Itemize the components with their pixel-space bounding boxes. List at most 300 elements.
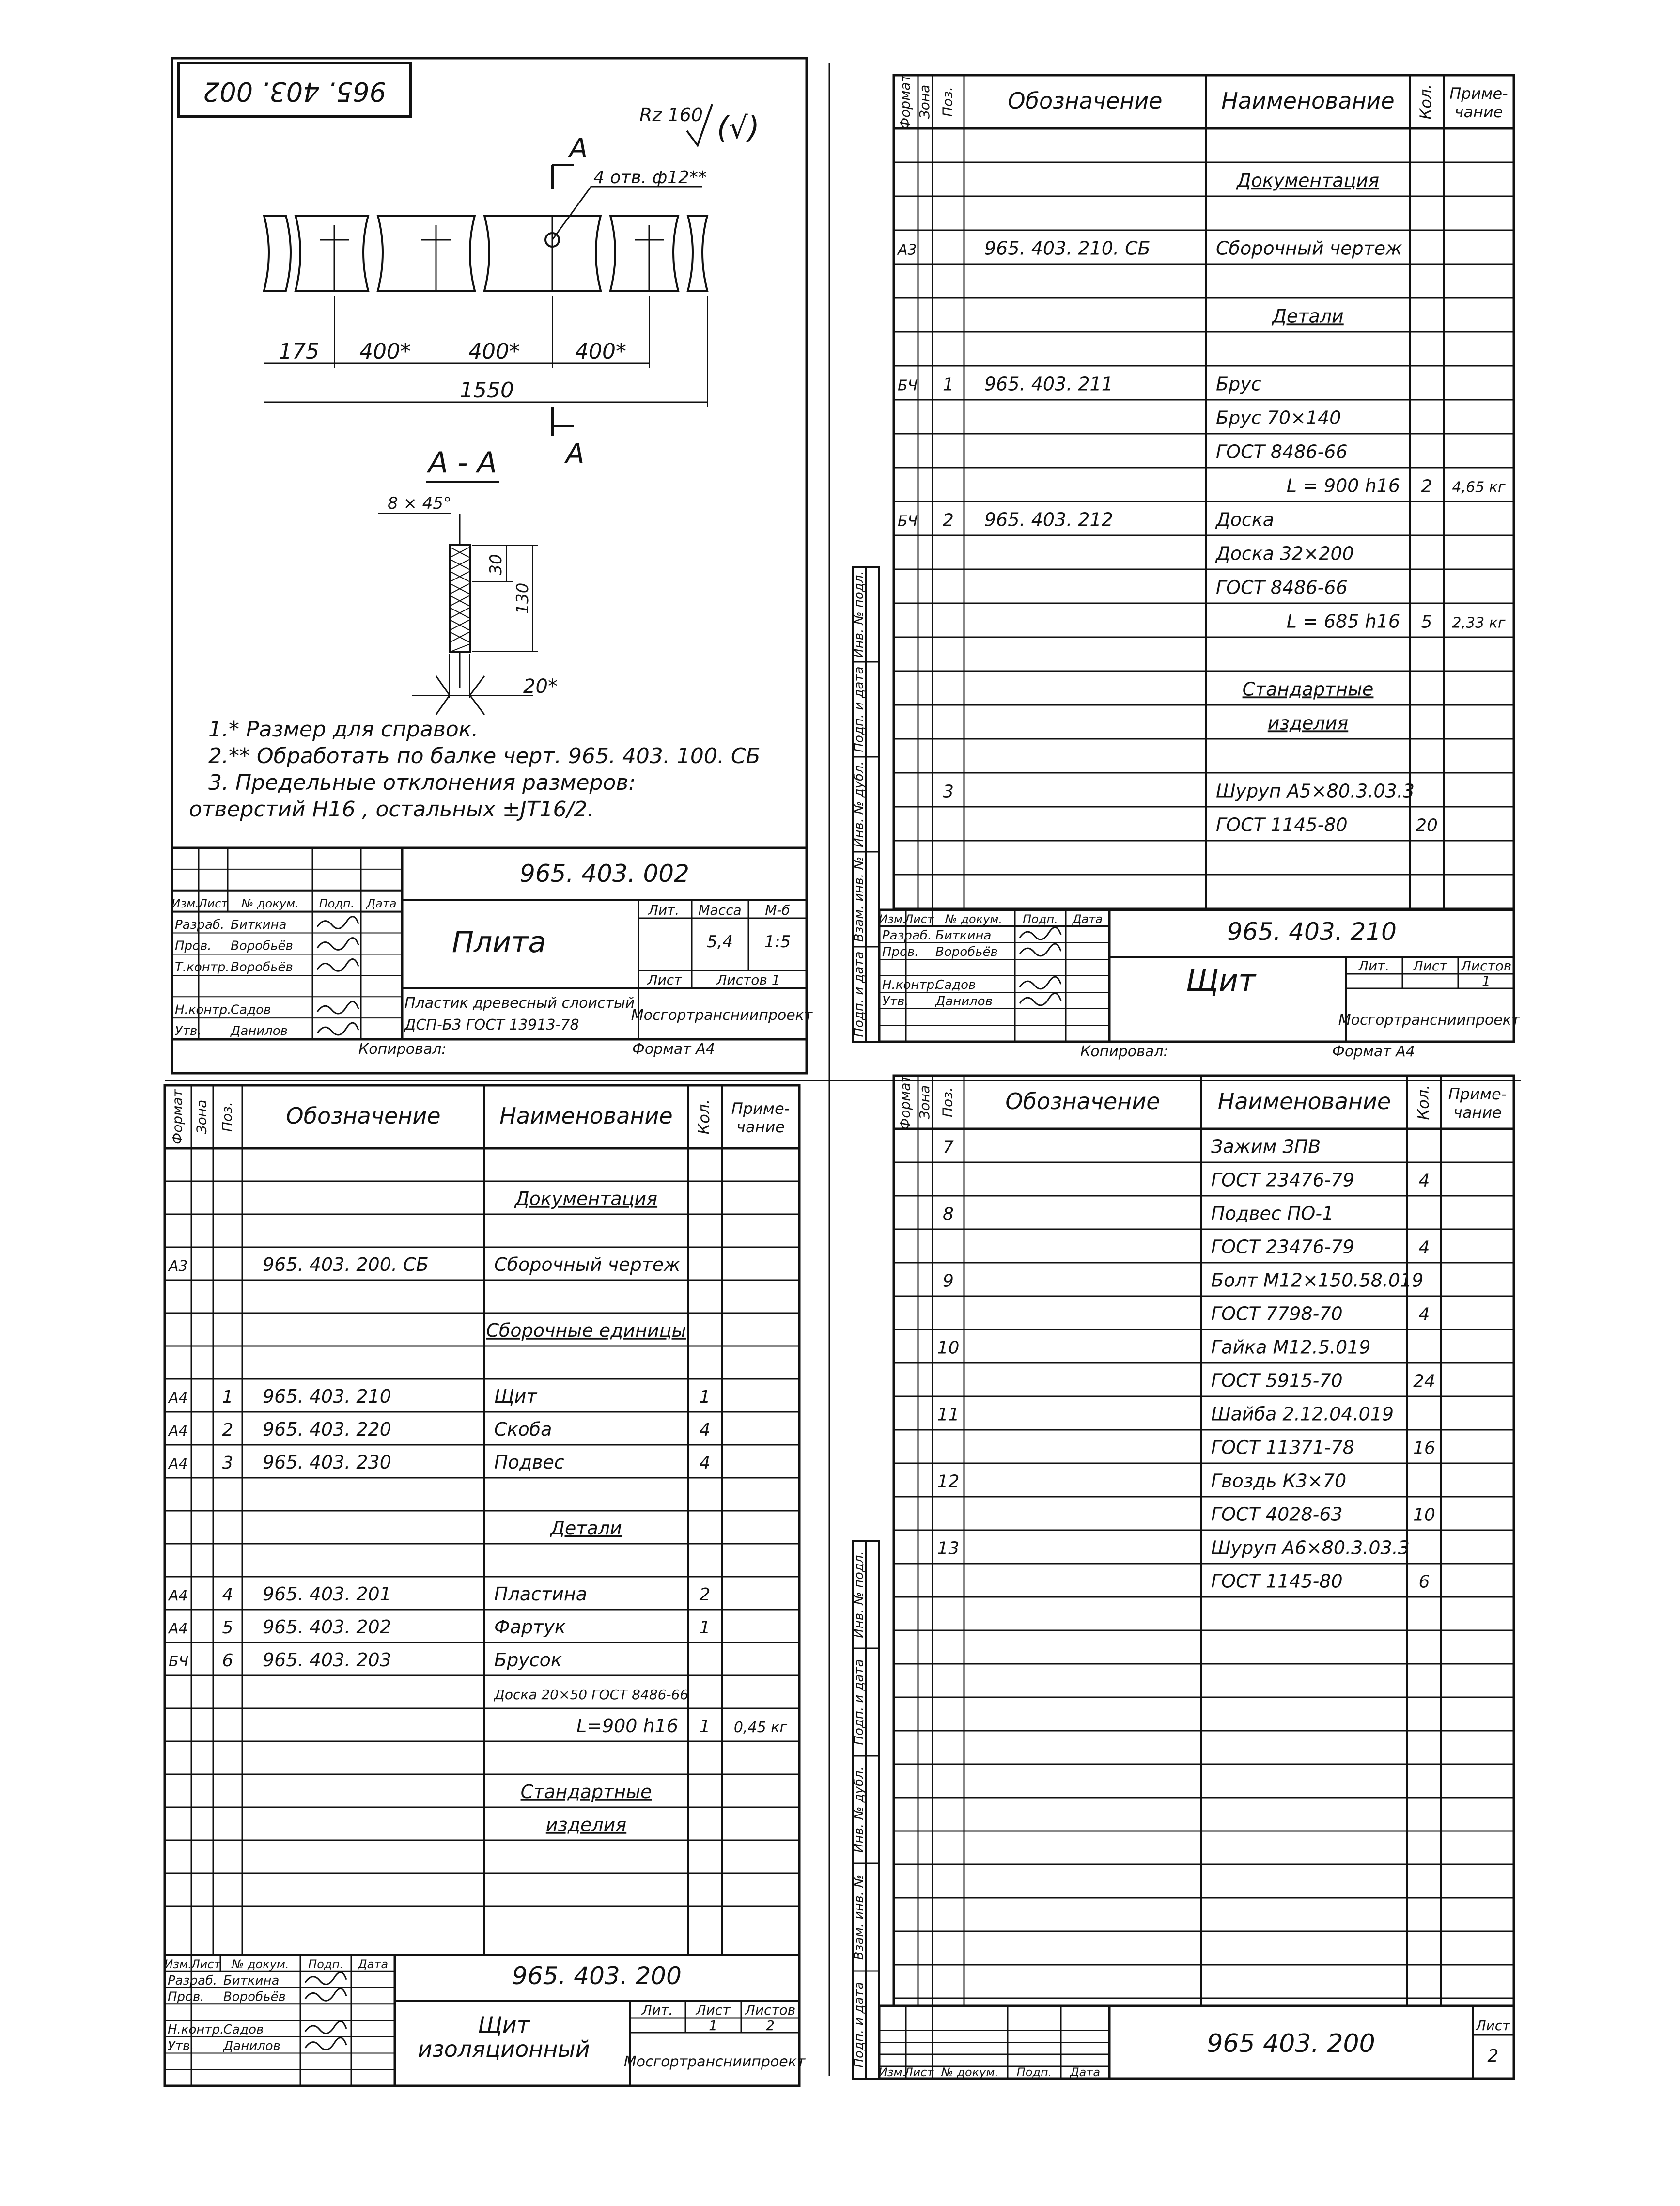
mass-label: Масса xyxy=(698,902,742,918)
table-row xyxy=(486,1320,686,1341)
header-note: Приме- xyxy=(1448,1085,1507,1103)
dim-175: 175 xyxy=(279,339,319,364)
mass-value: 5,4 xyxy=(706,932,733,952)
section-mark-top: A xyxy=(569,133,588,164)
side-label: Подп. и дата xyxy=(852,1659,867,1745)
table-row xyxy=(1211,1170,1430,1191)
header-designation: Обозначение xyxy=(286,1103,441,1129)
table-row xyxy=(1216,814,1438,835)
table-row xyxy=(943,1136,1321,1158)
dim-130: 130 xyxy=(513,582,532,614)
table-row xyxy=(493,1687,688,1703)
title-block xyxy=(164,1955,806,2086)
cell-qty: 5 xyxy=(1421,612,1432,632)
role-name: Данилов xyxy=(223,2038,280,2053)
spec-sheet-insulating-shield xyxy=(164,1085,806,2086)
cell-designation: 965. 403. 202 xyxy=(263,1616,391,1638)
header-zone: Зона xyxy=(917,1085,933,1120)
role-label: Н.контр. xyxy=(175,1002,232,1017)
grid-head: Дата xyxy=(366,896,397,910)
dim-400-3: 400* xyxy=(575,339,626,364)
role-name: Данилов xyxy=(935,994,993,1009)
header-zone: Зона xyxy=(193,1099,210,1134)
header-name: Наименование xyxy=(1217,1088,1391,1114)
cell-qty: 4 xyxy=(1418,1171,1430,1191)
roughness-paren: (√) xyxy=(717,110,760,145)
grid-head: Изм. xyxy=(171,896,199,910)
cell-name: Болт М12×150.58.019 xyxy=(1211,1269,1424,1291)
cell-pos: 5 xyxy=(222,1617,233,1638)
side-label: Инв. № дубл. xyxy=(852,761,867,847)
dim-400-2: 400* xyxy=(468,339,520,364)
chamfer-note: 8 × 45° xyxy=(388,494,451,513)
cell-name: Брус xyxy=(1216,373,1261,395)
role-label: Разраб. xyxy=(175,917,225,932)
grid-head: № докум. xyxy=(232,1957,289,1971)
role-name: Воробьёв xyxy=(231,960,293,975)
cell-name: Стандартные xyxy=(520,1781,652,1802)
cell-qty: 1 xyxy=(699,1617,711,1638)
cell-format: А3 xyxy=(169,1257,188,1275)
grid-head: Изм. xyxy=(164,1957,192,1971)
cell-name: Щит xyxy=(494,1385,537,1407)
section-title: А - А xyxy=(428,446,497,480)
cell-format: А4 xyxy=(169,1389,188,1407)
table-frame xyxy=(165,1085,799,1955)
table-row xyxy=(1211,1504,1435,1525)
table-row xyxy=(168,1254,680,1275)
side-label: Взам. инв. № xyxy=(852,1874,867,1960)
signature-icon xyxy=(317,938,358,950)
cell-name: Подвес ПО-1 xyxy=(1211,1203,1334,1224)
signature-icon xyxy=(1020,927,1061,939)
cell-qty: 4 xyxy=(1418,1304,1430,1325)
sheet-label: Лист xyxy=(647,972,682,988)
signature-icon xyxy=(317,917,358,929)
cell-name: Документация xyxy=(514,1188,658,1209)
q2-doc-code: 965. 403. 210 xyxy=(1227,918,1397,946)
role-label: Разраб. xyxy=(882,928,932,943)
table-row xyxy=(1211,1437,1435,1458)
cell-qty: 6 xyxy=(1418,1572,1430,1592)
signature-grid xyxy=(164,1955,395,2086)
cell-qty: 16 xyxy=(1413,1438,1435,1458)
sheets-label: Листов xyxy=(745,2002,796,2018)
section-mark-bottom: A xyxy=(566,438,585,469)
side-label: Инв. № дубл. xyxy=(852,1767,867,1853)
cell-name: ГОСТ 1145-80 xyxy=(1216,814,1348,836)
cell-name: изделия xyxy=(545,1814,627,1835)
header-qty: Кол. xyxy=(1414,1084,1432,1120)
cell-pos: 6 xyxy=(222,1650,233,1671)
role-label: Утв. xyxy=(168,2038,194,2053)
spec-table xyxy=(165,1085,799,1955)
header-designation: Обозначение xyxy=(1005,1088,1160,1114)
cell-qty: 4 xyxy=(699,1420,711,1440)
table-row xyxy=(898,509,1274,530)
format-label: Формат А4 xyxy=(632,1041,715,1058)
role-label: Н.контр. xyxy=(882,978,939,993)
note-4: отверстий Н16 , остальных ±JT16/2. xyxy=(189,797,594,822)
foot-head-list: Лист xyxy=(904,2065,934,2079)
signature-grid xyxy=(879,910,1109,1042)
role-label: Пров. xyxy=(175,939,212,954)
cell-name: Фартук xyxy=(494,1616,566,1638)
cell-name: Гайка М12.5.019 xyxy=(1211,1336,1371,1358)
cell-name: Доска xyxy=(1216,509,1275,531)
cell-name: ГОСТ 4028-63 xyxy=(1211,1503,1343,1525)
cell-pos: 3 xyxy=(943,782,954,802)
side-stamp xyxy=(852,567,879,1042)
header-note: чание xyxy=(736,1118,785,1136)
footer-stamp xyxy=(879,2006,1514,2079)
signature-icon xyxy=(1020,944,1061,956)
note-3: 3. Предельные отклонения размеров: xyxy=(208,770,636,795)
signature-icon xyxy=(305,2038,346,2050)
q2-doc-name: Щит xyxy=(1185,963,1256,998)
cell-format: А4 xyxy=(169,1587,188,1604)
cell-name: Сборочный чертеж xyxy=(494,1253,681,1275)
cell-pos: 8 xyxy=(943,1204,954,1224)
table-row xyxy=(576,1715,787,1737)
cell-name: Шайба 2.12.04.019 xyxy=(1211,1403,1394,1425)
cell-name: ГОСТ 5915-70 xyxy=(1211,1370,1343,1392)
table-row xyxy=(943,780,1415,801)
role-label: Т.контр. xyxy=(175,960,230,975)
signature-icon xyxy=(305,1988,346,2001)
cell-pos: 1 xyxy=(222,1387,233,1407)
cell-pos: 2 xyxy=(943,510,954,531)
copied-label: Копировал: xyxy=(1080,1043,1168,1060)
q1-doc-code: 965. 403. 002 xyxy=(520,860,689,888)
cell-name: ГОСТ 8486-66 xyxy=(1216,441,1348,463)
sheets-label: Листов xyxy=(1461,958,1512,974)
sheets-label: Листов 1 xyxy=(716,972,780,988)
cell-format: БЧ xyxy=(169,1653,189,1670)
organization: Мосгортрансниипроект xyxy=(623,2053,806,2070)
material-line-2: ДСП-Б3 ГОСТ 13913-78 xyxy=(404,1017,579,1033)
cell-designation: 965. 403. 211 xyxy=(984,373,1113,395)
grid-head: Лист xyxy=(198,896,228,910)
cell-pos: 7 xyxy=(943,1137,954,1158)
side-label: Инв. № подл. xyxy=(852,571,867,658)
table-row xyxy=(1211,1303,1430,1325)
signature-icon xyxy=(1020,977,1061,989)
cell-name: изделия xyxy=(1267,712,1349,734)
cell-name: Доска 20×50 ГОСТ 8486-66 xyxy=(494,1686,689,1703)
spec-table xyxy=(894,1075,1514,2006)
table-row xyxy=(546,1814,626,1835)
cell-qty: 4 xyxy=(699,1453,711,1473)
sheet-label: Лист xyxy=(696,2002,731,2018)
cell-name: Гвоздь К3×70 xyxy=(1211,1470,1347,1492)
role-label: Н.контр. xyxy=(168,2022,224,2037)
table-row xyxy=(514,1188,657,1209)
cell-pos: 1 xyxy=(943,375,954,395)
dim-20: 20* xyxy=(523,675,558,698)
role-name: Биткина xyxy=(231,917,287,932)
cell-name: Шуруп А6×80.3.03.3 xyxy=(1211,1537,1410,1559)
grid-head: Лист xyxy=(904,912,934,926)
cell-pos: 3 xyxy=(222,1453,233,1473)
table-row xyxy=(169,1649,562,1671)
technical-notes xyxy=(189,717,761,822)
cell-name: Детали xyxy=(1272,305,1344,327)
q4-doc-code: 965 403. 200 xyxy=(1207,2029,1375,2058)
scale-label: М-б xyxy=(765,902,790,918)
cell-designation: 965. 403. 230 xyxy=(263,1451,391,1473)
cell-designation: 965. 403. 201 xyxy=(263,1583,391,1605)
side-stamp xyxy=(852,1541,879,2079)
side-label: Подп. и дата xyxy=(852,666,867,752)
foot-head-doc: № докум. xyxy=(941,2065,999,2079)
sheets-value: 1 xyxy=(1482,973,1491,989)
table-row xyxy=(168,1616,710,1638)
role-name: Воробьёв xyxy=(935,945,998,960)
cell-name: L=900 h16 xyxy=(576,1715,678,1737)
cell-format: А4 xyxy=(169,1620,188,1637)
signature-icon xyxy=(305,2021,346,2034)
sheet-label: Лист xyxy=(1476,2018,1510,2034)
table-row xyxy=(1216,441,1348,462)
header-note: Приме- xyxy=(731,1099,790,1118)
cell-designation: 965. 403. 220 xyxy=(263,1418,391,1440)
note-2: 2.** Обработать по балке черт. 965. 403. 100. СБ xyxy=(208,744,761,768)
table-frame xyxy=(894,1076,1514,2006)
sheet-value: 1 xyxy=(709,2018,717,2034)
cell-designation: 965. 403. 200. СБ xyxy=(263,1253,429,1275)
dim-400-1: 400* xyxy=(359,339,411,364)
cell-format: А4 xyxy=(169,1422,188,1439)
cell-pos: 4 xyxy=(222,1584,233,1605)
grid-head: Лист xyxy=(191,1957,221,1971)
header-zone: Зона xyxy=(917,84,933,119)
cell-qty: 2 xyxy=(699,1584,711,1605)
cell-name: ГОСТ 1145-80 xyxy=(1211,1570,1343,1592)
table-row xyxy=(897,237,1402,259)
grid-head: Подп. xyxy=(1023,912,1058,926)
signature-icon xyxy=(317,959,358,971)
cell-pos: 10 xyxy=(937,1338,960,1358)
cell-name: L = 900 h16 xyxy=(1286,475,1400,497)
cell-note: 4,65 кг xyxy=(1452,479,1506,496)
header-pos: Поз. xyxy=(939,1087,956,1117)
spec-sheet-shield xyxy=(852,74,1521,1060)
grid-head: Подп. xyxy=(319,896,355,910)
header-note: Приме- xyxy=(1449,84,1508,103)
header-qty: Кол. xyxy=(695,1099,713,1135)
title-block xyxy=(879,910,1521,1060)
sheet-label: Лист xyxy=(1413,958,1447,974)
cell-name: ГОСТ 11371-78 xyxy=(1211,1437,1354,1458)
grid-head: Дата xyxy=(1072,912,1103,926)
copied-label: Копировал: xyxy=(358,1041,447,1058)
role-label: Разраб. xyxy=(168,1973,218,1988)
side-label: Взам. инв. № xyxy=(852,856,867,942)
cell-name: ГОСТ 23476-79 xyxy=(1211,1236,1354,1258)
grid-head: № докум. xyxy=(241,896,299,910)
role-name: Воробьёв xyxy=(231,939,293,954)
cell-name: Подвес xyxy=(494,1451,564,1473)
table-row xyxy=(1287,475,1506,496)
cell-designation: 965. 403. 212 xyxy=(984,509,1113,531)
side-label: Инв. № подл. xyxy=(852,1551,867,1638)
cell-name: L = 685 h16 xyxy=(1286,610,1400,632)
table-row xyxy=(943,1270,1423,1291)
cell-name: ГОСТ 23476-79 xyxy=(1211,1169,1354,1191)
header-name: Наименование xyxy=(1221,88,1395,114)
title-block xyxy=(171,848,813,1058)
cell-name: Сборочные единицы xyxy=(486,1319,686,1341)
cell-qty: 24 xyxy=(1413,1371,1435,1392)
role-name: Биткина xyxy=(223,1973,280,1988)
table-row xyxy=(1211,1370,1435,1392)
cell-pos: 11 xyxy=(937,1405,960,1425)
q3-doc-name-2: изоляционный xyxy=(418,2036,590,2062)
dim-30: 30 xyxy=(486,554,506,575)
grid-head: Подп. xyxy=(308,1957,343,1971)
cell-designation: 965. 403. 210 xyxy=(263,1385,391,1407)
signature-icon xyxy=(317,1001,358,1014)
plate-plan-view xyxy=(264,216,707,291)
cell-designation: 965. 403. 203 xyxy=(263,1649,391,1671)
cell-name: Скоба xyxy=(494,1418,552,1440)
lit-label: Лит. xyxy=(1358,958,1390,974)
header-format: Формат xyxy=(169,1089,186,1144)
q1-doc-name: Плита xyxy=(451,925,546,959)
cell-name: Доска 32×200 xyxy=(1216,543,1354,564)
role-name: Данилов xyxy=(231,1024,288,1039)
dim-1550: 1550 xyxy=(460,378,514,403)
section-view xyxy=(378,446,558,715)
role-name: Воробьёв xyxy=(223,1989,286,2004)
cell-note: 2,33 кг xyxy=(1452,614,1506,632)
role-name: Садов xyxy=(231,1002,271,1017)
sheets-value: 2 xyxy=(766,2018,775,2034)
foot-head-sign: Подп. xyxy=(1016,2065,1052,2079)
table-row xyxy=(521,1781,652,1802)
cell-note: 0,45 кг xyxy=(733,1719,788,1736)
table-row xyxy=(1211,1236,1430,1258)
role-name: Садов xyxy=(935,978,976,993)
table-row xyxy=(168,1419,710,1440)
cell-format: БЧ xyxy=(898,377,918,394)
cell-pos: 9 xyxy=(943,1271,954,1291)
cell-name: Детали xyxy=(550,1517,622,1539)
holes-note: 4 отв. ф12** xyxy=(593,168,707,188)
signature-icon xyxy=(317,1023,358,1035)
table-row xyxy=(549,1518,622,1539)
spec-table xyxy=(894,74,1514,910)
table-row xyxy=(1243,678,1374,700)
signature-icon xyxy=(305,1972,346,1985)
side-label: Подп. и дата xyxy=(852,951,867,1037)
signature-grid xyxy=(171,848,402,1039)
table-row xyxy=(937,1337,1371,1358)
table-row xyxy=(937,1471,1347,1492)
foot-head-izm: Изм. xyxy=(878,2065,906,2079)
header-qty: Кол. xyxy=(1416,84,1435,120)
cell-qty: 1 xyxy=(699,1716,711,1737)
q1-code-box-text: 965. 403. 002 xyxy=(203,76,386,107)
role-label: Утв. xyxy=(175,1024,202,1039)
role-label: Пров. xyxy=(168,1989,204,2004)
table-row xyxy=(168,1583,710,1605)
cell-name: ГОСТ 7798-70 xyxy=(1211,1303,1343,1325)
side-label: Подп. и дата xyxy=(852,1982,867,2068)
header-note: чание xyxy=(1454,103,1503,121)
cell-format: БЧ xyxy=(898,513,918,530)
cell-pos: 13 xyxy=(937,1538,960,1559)
cell-qty: 4 xyxy=(1418,1237,1430,1258)
table-row xyxy=(937,1537,1410,1559)
organization: Мосгортрансниипроект xyxy=(631,1007,813,1024)
grid-head: № докум. xyxy=(945,912,1003,926)
scale-value: 1:5 xyxy=(764,932,791,952)
cell-pos: 2 xyxy=(222,1420,233,1440)
format-label: Формат А4 xyxy=(1332,1043,1415,1060)
roughness-label: Rz 160 xyxy=(639,104,703,125)
table-row xyxy=(1271,305,1343,327)
cell-name: ГОСТ 8486-66 xyxy=(1216,577,1348,598)
grid-head: Изм. xyxy=(879,912,906,926)
lit-label: Лит. xyxy=(641,2002,673,2018)
organization: Мосгортрансниипроект xyxy=(1338,1012,1520,1029)
section-cut-marks xyxy=(552,133,588,469)
cell-name: Пластина xyxy=(494,1583,588,1605)
cell-name: Документация xyxy=(1236,170,1380,191)
header-note: чание xyxy=(1453,1103,1502,1122)
cell-name: Стандартные xyxy=(1242,678,1374,700)
cell-qty: 2 xyxy=(1421,476,1432,497)
cell-qty: 20 xyxy=(1416,815,1438,836)
header-designation: Обозначение xyxy=(1008,88,1163,114)
foot-head-date: Дата xyxy=(1070,2065,1101,2079)
header-pos: Поз. xyxy=(939,87,956,117)
role-name: Биткина xyxy=(935,928,992,943)
table-row xyxy=(937,1404,1394,1425)
cell-qty: 10 xyxy=(1413,1505,1435,1525)
plan-dimensions xyxy=(264,296,707,407)
cell-format: А4 xyxy=(169,1455,188,1472)
table-row xyxy=(1287,610,1506,632)
q3-doc-name-1: Щит xyxy=(478,2012,530,2038)
cell-name: Зажим ЗПВ xyxy=(1211,1136,1321,1158)
role-label: Пров. xyxy=(882,945,919,960)
cell-format: А3 xyxy=(898,241,917,259)
table-row xyxy=(1268,712,1348,734)
lit-label: Лит. xyxy=(648,902,680,918)
cell-designation: 965. 403. 210. СБ xyxy=(984,237,1151,259)
cell-pos: 12 xyxy=(937,1471,960,1492)
drawing-plate xyxy=(171,58,813,1073)
table-row xyxy=(1216,407,1341,428)
header-format: Формат xyxy=(897,1075,913,1130)
material-line-1: Пластик древесный слоистый xyxy=(404,995,635,1012)
note-1: 1.* Размер для справок. xyxy=(208,717,479,742)
header-format: Формат xyxy=(897,74,913,129)
role-label: Утв. xyxy=(882,994,909,1009)
sheet-value: 2 xyxy=(1487,2046,1499,2066)
table-row xyxy=(1216,577,1348,598)
cell-name: Брусок xyxy=(494,1649,562,1671)
grid-head: Дата xyxy=(358,1957,389,1971)
cell-qty: 1 xyxy=(699,1387,711,1407)
cell-name: Шуруп А5×80.3.03.3 xyxy=(1216,780,1415,802)
table-row xyxy=(943,1203,1334,1224)
table-row xyxy=(168,1452,710,1473)
table-row xyxy=(1236,170,1379,191)
